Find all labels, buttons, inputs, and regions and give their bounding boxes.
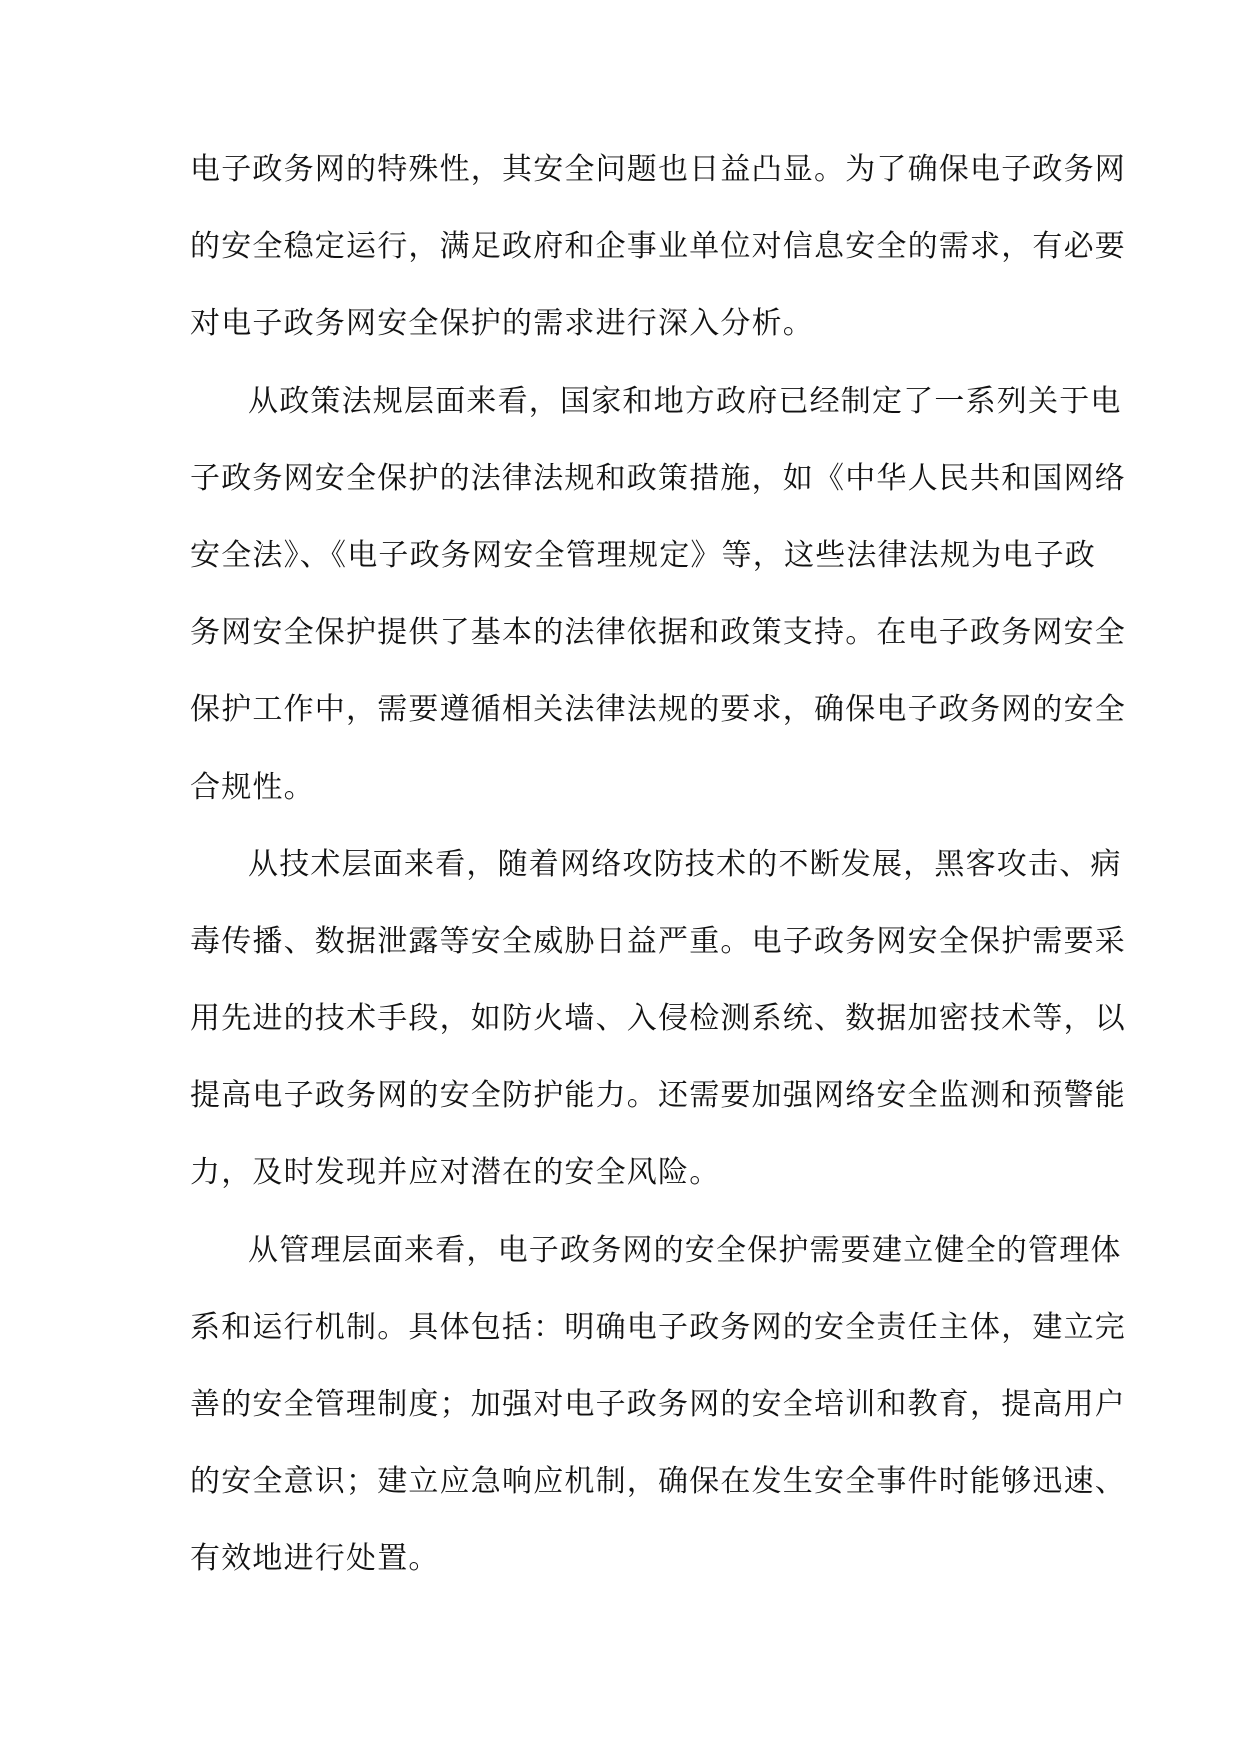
- text-line: 从管理层面来看，电子政务网的安全保护需要建立健全的管理体: [248, 1232, 1122, 1268]
- text-line: 毒传播、数据泄露等安全威胁日益严重。电子政务网安全保护需要采: [190, 923, 1126, 959]
- document-body: [190, 140, 1126, 1607]
- text-line: 系和运行机制。具体包括：明确电子政务网的安全责任主体，建立完: [190, 1309, 1126, 1345]
- text-line: 子政务网安全保护的法律法规和政策措施，如《中华人民共和国网络: [190, 460, 1126, 496]
- paragraph-intro-continued: [190, 140, 1126, 372]
- paragraph-management: [190, 1221, 1126, 1607]
- text-line: 对电子政务网安全保护的需求进行深入分析。: [190, 306, 814, 342]
- paragraph-policy: [190, 372, 1126, 835]
- text-line: 安全法》、《电子政务网安全管理规定》等，这些法律法规为电子政: [190, 537, 1096, 573]
- text-line: 有效地进行处置。: [190, 1541, 440, 1577]
- text-line: 从政策法规层面来看，国家和地方政府已经制定了一系列关于电: [248, 383, 1122, 419]
- text-line: 的安全意识；建立应急响应机制，确保在发生安全事件时能够迅速、: [190, 1464, 1126, 1500]
- text-line: 善的安全管理制度；加强对电子政务网的安全培训和教育，提高用户: [190, 1387, 1126, 1422]
- text-line: 的安全稳定运行，满足政府和企事业单位对信息安全的需求，有必要: [190, 229, 1126, 265]
- text-line: 保护工作中，需要遵循相关法律法规的要求，确保电子政务网的安全: [190, 692, 1126, 728]
- text-line: 力，及时发现并应对潜在的安全风险。: [190, 1155, 721, 1191]
- text-line: 用先进的技术手段，如防火墙、入侵检测系统、数据加密技术等，以: [190, 1001, 1126, 1037]
- text-line: 从技术层面来看，随着网络攻防技术的不断发展，黑客攻击、病: [248, 846, 1122, 882]
- text-line: 务网安全保护提供了基本的法律依据和政策支持。在电子政务网安全: [190, 615, 1126, 651]
- text-line: 提高电子政务网的安全防护能力。还需要加强网络安全监测和预警能: [190, 1078, 1126, 1114]
- paragraph-technology: [190, 835, 1126, 1221]
- text-line: 电子政务网的特殊性，其安全问题也日益凸显。为了确保电子政务网: [190, 152, 1126, 187]
- text-line: 合规性。: [190, 769, 315, 805]
